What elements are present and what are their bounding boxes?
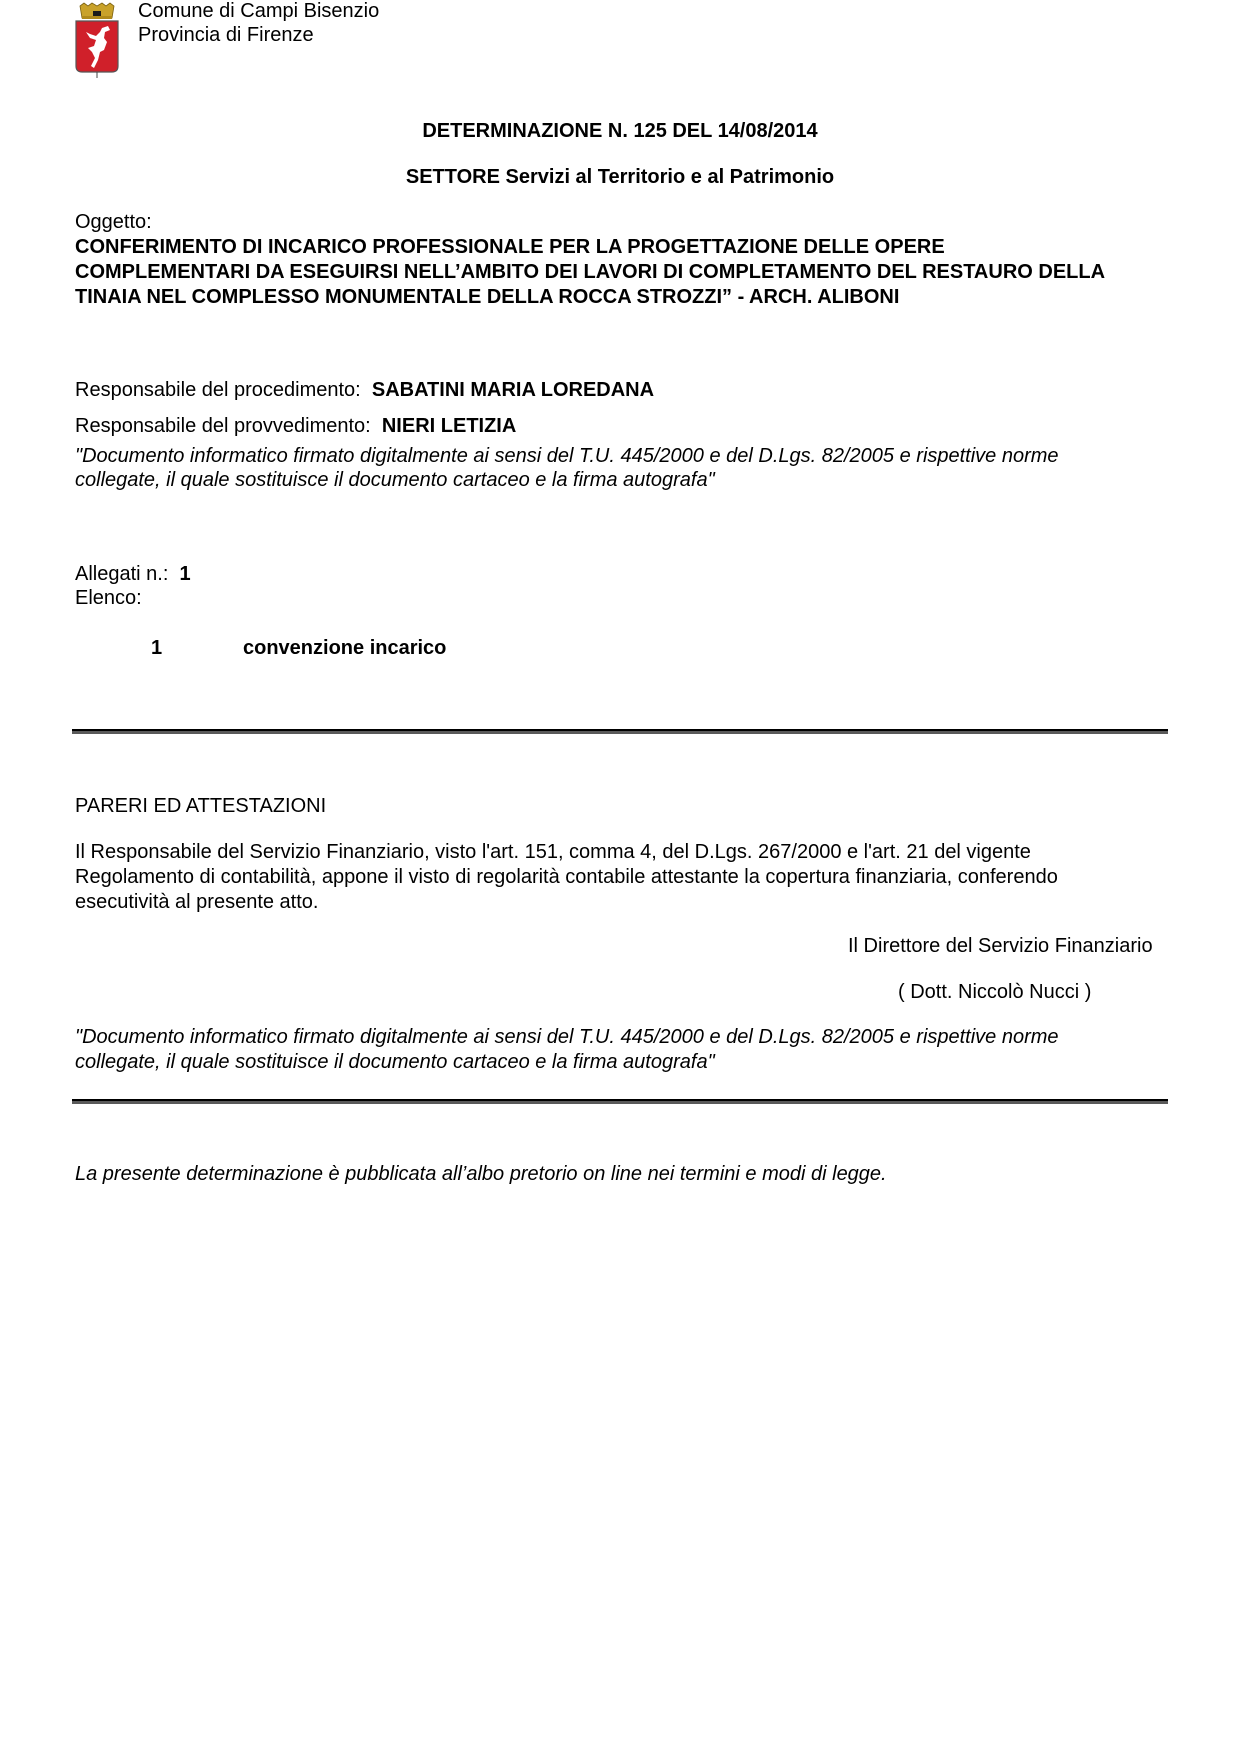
responsabile-provvedimento-label: Responsabile del provvedimento:: [75, 415, 371, 437]
province-name: Provincia di Firenze: [138, 24, 314, 46]
responsabile-procedimento-label: Responsabile del procedimento:: [75, 379, 361, 401]
allegati-count-line: [75, 562, 191, 586]
oggetto-line-1: CONFERIMENTO DI INCARICO PROFESSIONALE PER LA PROGETTAZIONE DELLE OPERE: [75, 236, 945, 258]
municipality-name: Comune di Campi Bisenzio: [138, 0, 380, 22]
responsabile-procedimento-value: SABATINI MARIA LOREDANA: [371, 379, 655, 401]
allegato-name[interactable]: convenzione incarico: [243, 637, 447, 659]
responsabile-procedimento: [75, 378, 654, 402]
publication-note: La presente determinazione è pubblicata all’albo pretorio on line nei termini e modi di legge.: [75, 1163, 887, 1185]
settore-line: [0, 166, 1240, 189]
settore-label: SETTORE: [405, 166, 500, 188]
signer-name: ( Dott. Niccolò Nucci ): [898, 981, 1092, 1003]
allegati-count: 1: [179, 563, 191, 585]
allegati-label: Allegati n.:: [75, 563, 169, 585]
pareri-body-line-2: Regolamento di contabilità, appone il visto di regolarità contabile attestante la copertura finanziaria, conferendo: [75, 866, 1058, 888]
section-divider: [72, 1099, 1168, 1104]
pareri-firma-note-line-1: "Documento informatico firmato digitalmente ai sensi del T.U. 445/2000 e del D.Lgs. 82/2005 e rispettive norme: [75, 1026, 1059, 1048]
signer-role: Il Direttore del Servizio Finanziario: [848, 935, 1153, 957]
oggetto-label: Oggetto:: [75, 211, 152, 233]
elenco-label: Elenco:: [75, 587, 142, 609]
settore-value: Servizi al Territorio e al Patrimonio: [505, 166, 835, 188]
responsabile-provvedimento-value: NIERI LETIZIA: [381, 415, 517, 437]
pareri-body-line-1: Il Responsabile del Servizio Finanziario, visto l'art. 151, comma 4, del D.Lgs. 267/2000 e l'art. 21 del vigente: [75, 841, 1031, 863]
firma-note-line-1: "Documento informatico firmato digitalmente ai sensi del T.U. 445/2000 e del D.Lgs. 82/2005 e rispettive norme: [75, 445, 1059, 467]
responsabile-provvedimento: [75, 414, 516, 438]
oggetto-line-2: COMPLEMENTARI DA ESEGUIRSI NELL’AMBITO DEI LAVORI DI COMPLETAMENTO DEL RESTAURO DELLA: [75, 261, 1106, 283]
document-title: DETERMINAZIONE N. 125 DEL 14/08/2014: [422, 120, 818, 142]
section-divider: [72, 729, 1168, 734]
pareri-heading: PARERI ED ATTESTAZIONI: [75, 795, 327, 817]
firma-note-line-2: collegate, il quale sostituisce il documento cartaceo e la firma autografa": [75, 469, 715, 491]
pareri-body-line-3: esecutività al presente atto.: [75, 891, 319, 913]
coat-of-arms-icon: [74, 2, 120, 80]
pareri-firma-note-line-2: collegate, il quale sostituisce il documento cartaceo e la firma autografa": [75, 1051, 715, 1073]
allegato-number: 1: [151, 637, 163, 659]
oggetto-line-3: TINAIA NEL COMPLESSO MONUMENTALE DELLA ROCCA STROZZI” - ARCH. ALIBONI: [75, 286, 900, 308]
